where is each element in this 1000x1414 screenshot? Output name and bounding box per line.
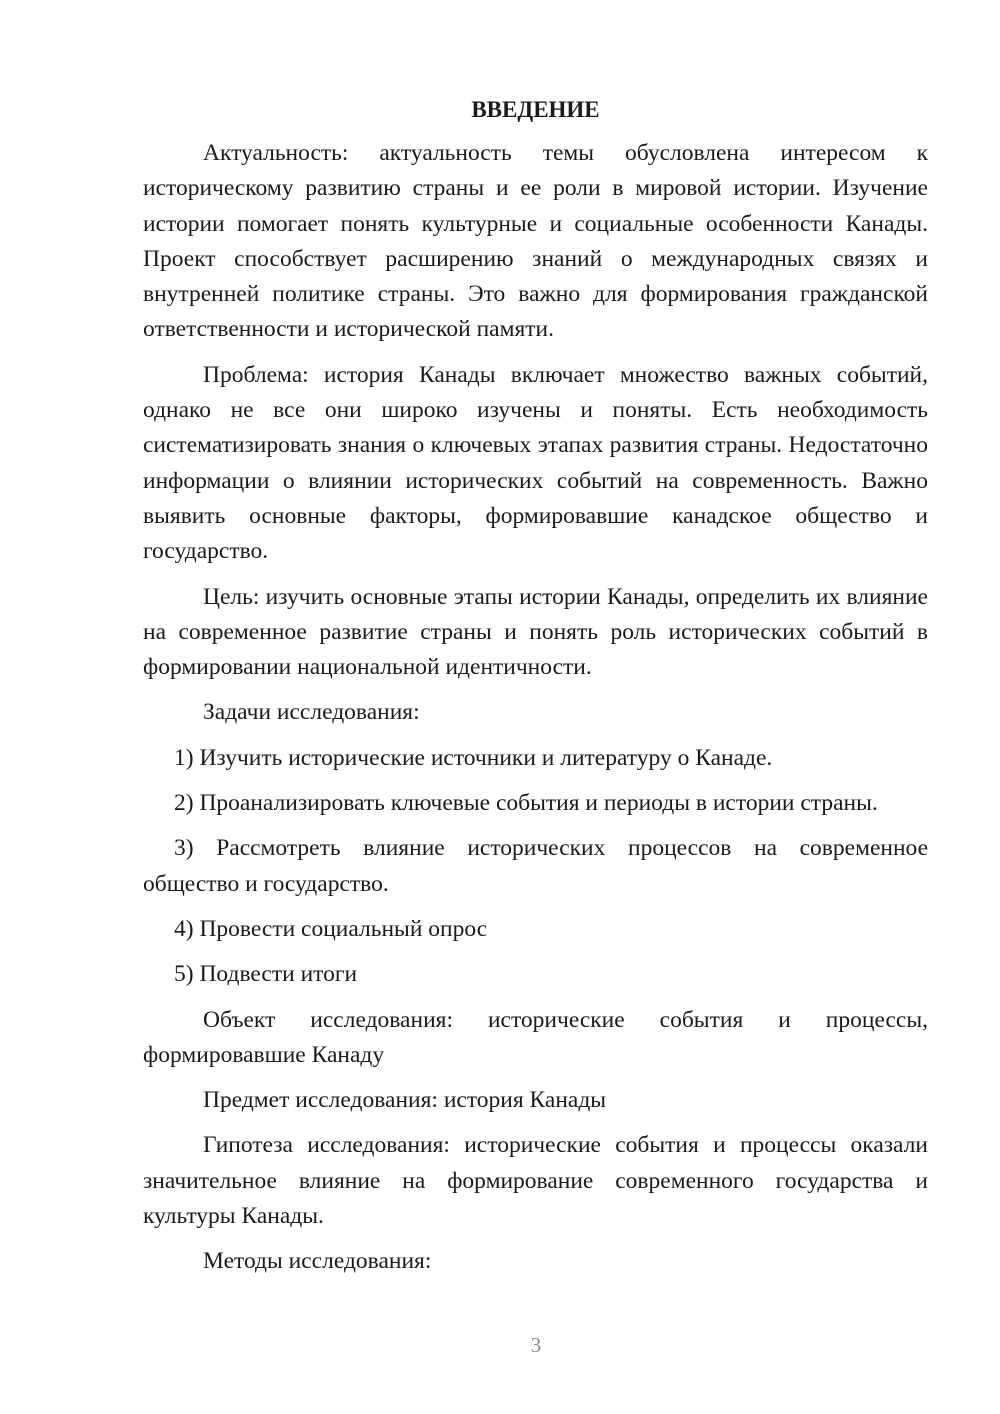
task-item-4: 4) Провести социальный опрос bbox=[174, 915, 488, 942]
paragraph-problem: Проблема: история Канады включает множество важных событий, однако не все они широко изучены и поняты. Есть необходимость систематизировать знания о ключевых этапах развития страны. Недостаточно информации о влиянии исторических событий на современность. Важно выявить основные факторы, формировавшие канадское общество и государство. bbox=[143, 361, 928, 565]
task-item-2: 2) Проанализировать ключевые события и периоды в истории страны. bbox=[174, 790, 878, 817]
paragraph-goal: Цель: изучить основные этапы истории Канады, определить их влияние на современное развитие страны и понять роль исторических событий в формировании национальной идентичности. bbox=[143, 583, 928, 681]
section-title: ВВЕДЕНИЕ bbox=[471, 97, 600, 122]
paragraph-object: Объект исследования: исторические события и процессы, формировавшие Канаду bbox=[143, 1006, 928, 1068]
paragraph-relevance: Актуальность: актуальность темы обусловлена интересом к историческому развитию страны и ее роли в мировой истории. Изучение истории помогает понять культурные и социальные особенности Канады. Проект способствует расширению знаний о международных связях и внутренней политике страны. Это важно для формирования гражданской ответственности и исторической памяти. bbox=[143, 140, 928, 343]
paragraph-tasks-heading: Задачи исследования: bbox=[203, 699, 420, 726]
paragraph-subject: Предмет исследования: история Канады bbox=[203, 1087, 607, 1114]
page-number: 3 bbox=[530, 1333, 542, 1357]
task-item-3: 3) Рассмотреть влияние исторических процессов на современное общество и государство. bbox=[143, 835, 928, 897]
task-item-1: 1) Изучить исторические источники и литературу о Канаде. bbox=[174, 744, 773, 771]
page-content bbox=[143, 90, 928, 1290]
task-item-5: 5) Подвести итоги bbox=[174, 961, 358, 988]
paragraph-methods: Методы исследования: bbox=[203, 1248, 432, 1275]
paragraph-hypothesis: Гипотеза исследования: исторические события и процессы оказали значительное влияние на формирование современного государства и культуры Канады. bbox=[143, 1132, 928, 1230]
